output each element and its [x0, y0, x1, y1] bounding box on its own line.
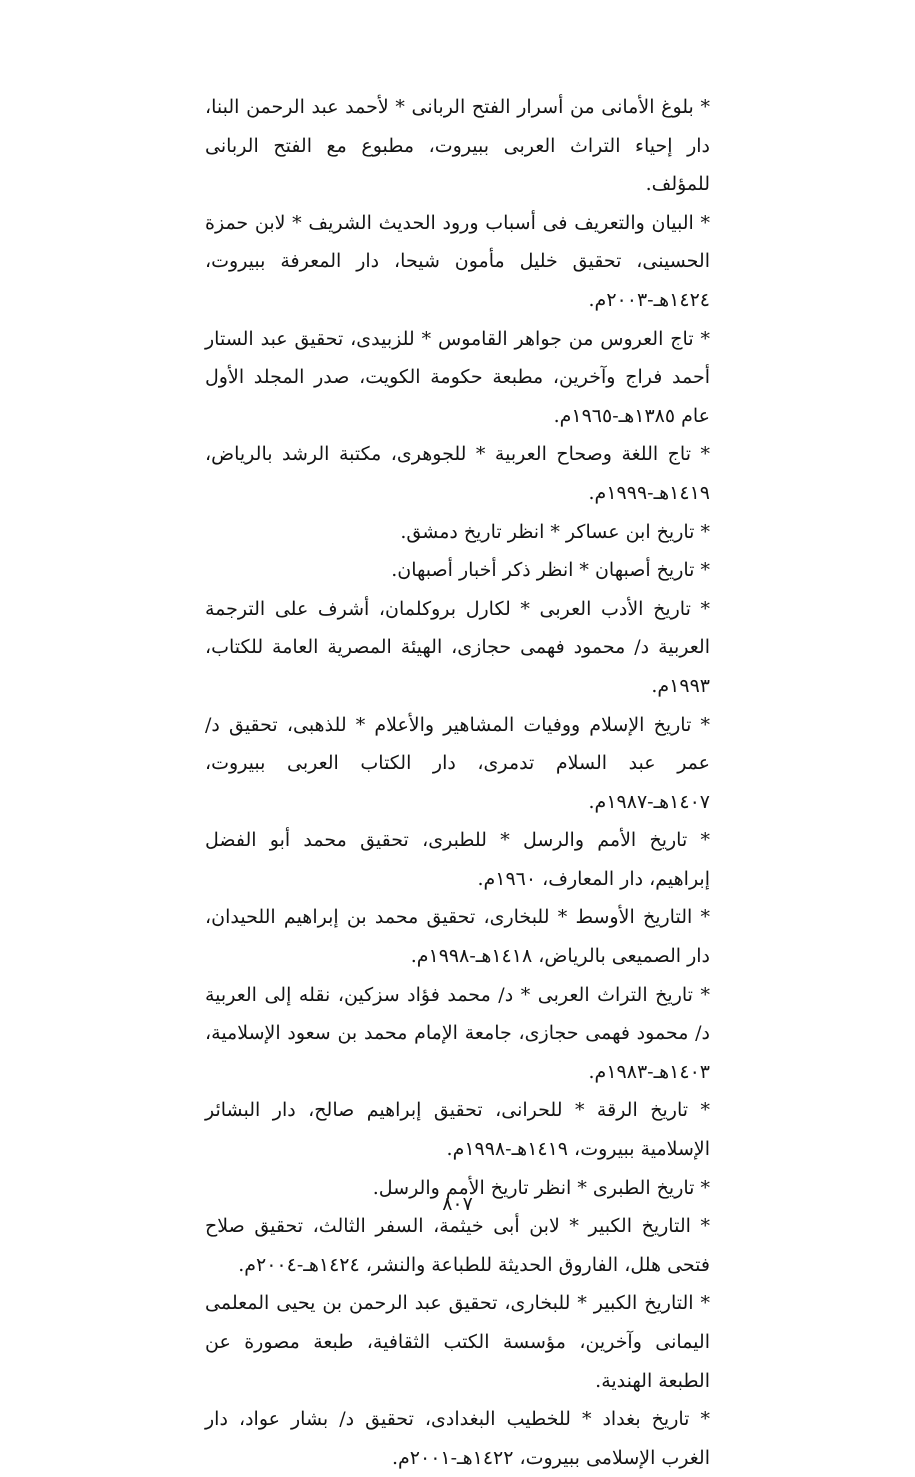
- page-number: ٨٠٧: [442, 1193, 473, 1215]
- bibliography-entry: * تاج اللغة وصحاح العربية * للجوهرى، مكتبة الرشد بالرياض، ١٤١٩هـ-١٩٩٩م.: [205, 443, 710, 504]
- bibliography-entry: * البيان والتعريف فى أسباب ورود الحديث الشريف * لابن حمزة الحسينى، تحقيق خليل مأمون شيحا، دار المعرفة ببيروت، ١٤٢٤هـ-٢٠٠٣م.: [205, 211, 710, 311]
- bibliography-entry: * تاريخ الأمم والرسل * للطبرى، تحقيق محمد أبو الفضل إبراهيم، دار المعارف، ١٩٦٠م.: [205, 829, 710, 890]
- bibliography-entry: * التاريخ الكبير * لابن أبى خيثمة، السفر الثالث، تحقيق صلاح فتحى هلل، الفاروق الحديثة للطباعة والنشر، ١٤٢٤هـ-٢٠٠٤م.: [205, 1215, 710, 1276]
- bibliography-entry: * بلوغ الأمانى من أسرار الفتح الربانى * لأحمد عبد الرحمن البنا، دار إحياء التراث العربى ببيروت، مطبوع مع الفتح الربانى للمؤلف.: [205, 96, 710, 196]
- bibliography-entry: * التاريخ الكبير * للبخارى، تحقيق عبد الرحمن بن يحيى المعلمى اليمانى وآخرين، مؤسسة الكتب الثقافية، طبعة مصورة عن الطبعة الهندية.: [205, 1292, 710, 1392]
- bibliography-entry: * تاريخ الرقة * للحرانى، تحقيق إبراهيم صالح، دار البشائر الإسلامية ببيروت، ١٤١٩هـ-١٩٩٨م.: [205, 1099, 710, 1161]
- bibliography-entry: * التاريخ الأوسط * للبخارى، تحقيق محمد بن إبراهيم اللحيدان، دار الصميعى بالرياض، ١٤١٨هـ-١٩٩٨م.: [205, 906, 710, 968]
- bibliography-entry: * تاريخ ابن عساكر * انظر تاريخ دمشق.: [400, 520, 710, 543]
- bibliography-list: [205, 88, 710, 1477]
- bibliography-entry: * تاريخ الطبرى * انظر تاريخ الأمم والرسل.: [372, 1176, 710, 1199]
- bibliography-entry: * تاج العروس من جواهر القاموس * للزبيدى، تحقيق عبد الستار أحمد فراج وآخرين، مطبعة حكومة الكويت، صدر المجلد الأول عام ١٣٨٥هـ-١٩٦٥م.: [205, 327, 710, 427]
- bibliography-entry: * تاريخ بغداد * للخطيب البغدادى، تحقيق د/ بشار عواد، دار الغرب الإسلامى ببيروت، ١٤٢٢هـ-٢٠٠١م.: [205, 1408, 710, 1469]
- bibliography-entry: * تاريخ الأدب العربى * لكارل بروكلمان، أشرف على الترجمة العربية د/ محمود فهمى حجازى، الهيئة المصرية العامة للكتاب، ١٩٩٣م.: [205, 597, 710, 697]
- bibliography-entry: * تاريخ الإسلام ووفيات المشاهير والأعلام * للذهبى، تحقيق د/ عمر عبد السلام تدمرى، دار الكتاب العربى ببيروت، ١٤٠٧هـ-١٩٨٧م.: [205, 713, 710, 813]
- bibliography-entry: * تاريخ أصبهان * انظر ذكر أخبار أصبهان.: [391, 559, 710, 582]
- bibliography-entry: * تاريخ التراث العربى * د/ محمد فؤاد سزكين، نقله إلى العربية د/ محمود فهمى حجازى، جامعة الإمام محمد بن سعود الإسلامية، ١٤٠٣هـ-١٩٨٣م.: [205, 983, 710, 1083]
